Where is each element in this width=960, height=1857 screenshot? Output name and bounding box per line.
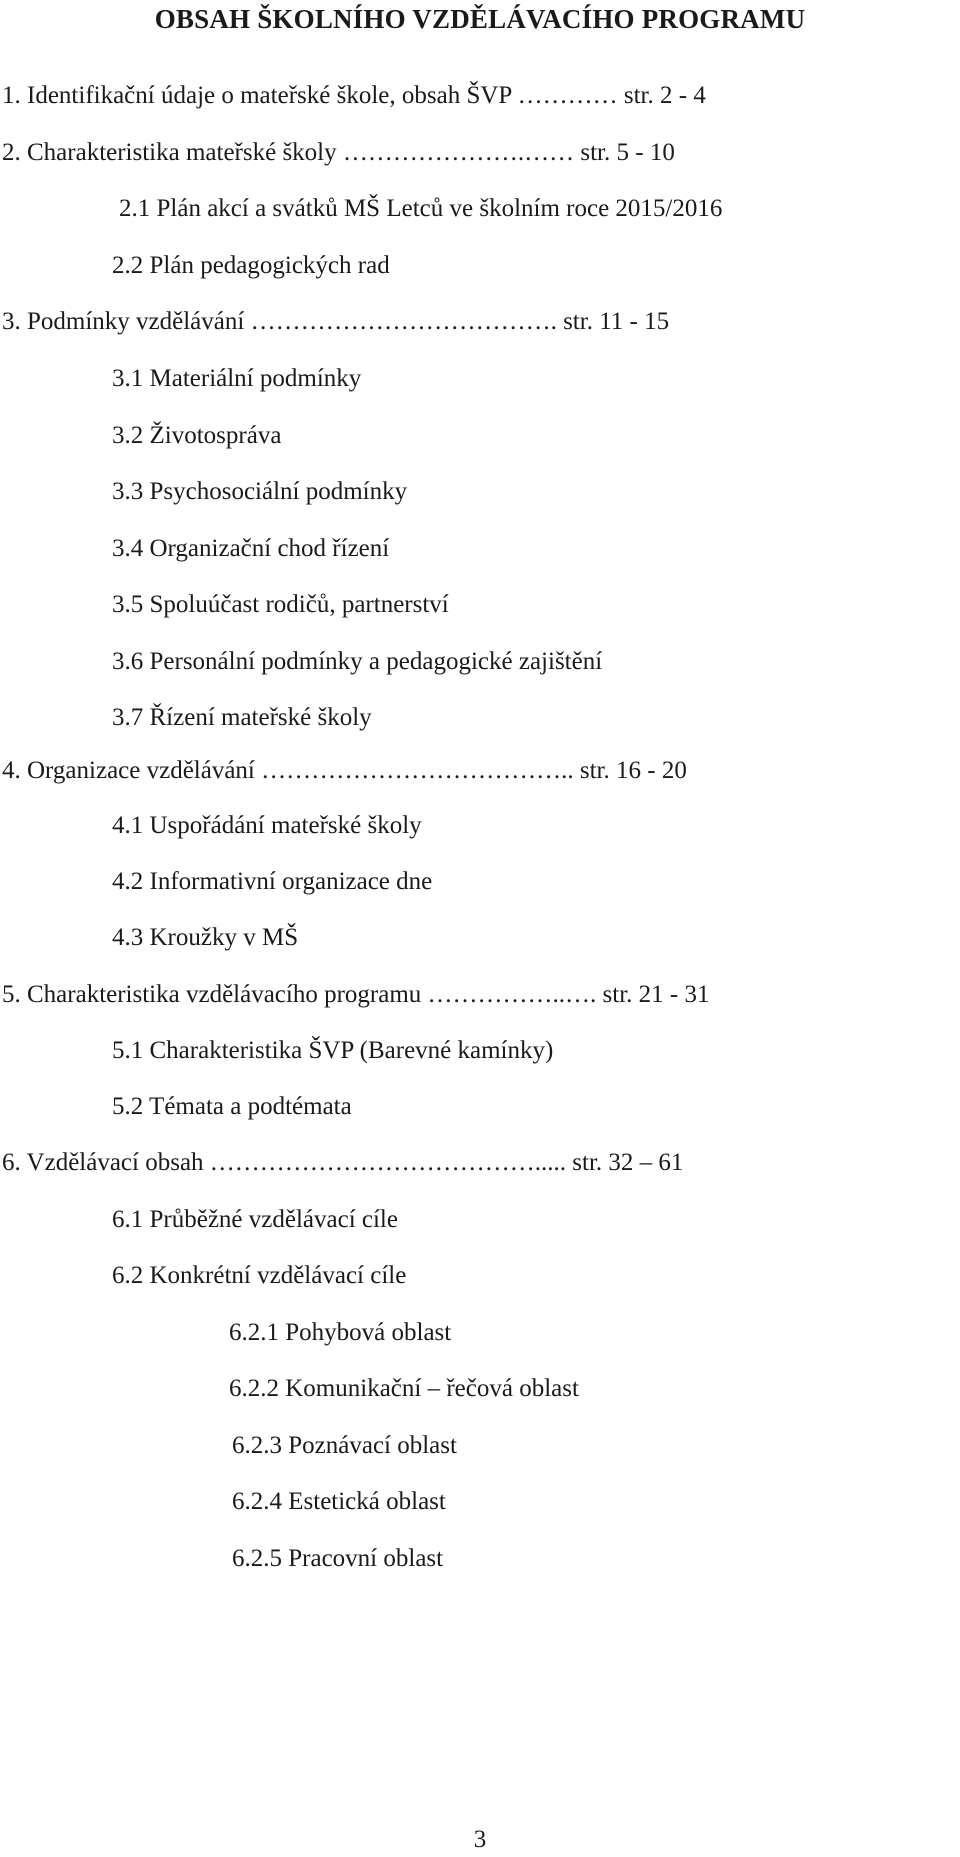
toc-entry-3-3: 3.3 Psychosociální podmínky — [112, 478, 408, 505]
toc-entry-6-2-3: 6.2.3 Poznávací oblast — [232, 1432, 457, 1459]
toc-entry-3: 3. Podmínky vzdělávání ………………………………. str. 11 - 15 — [2, 308, 670, 335]
toc-entry-6-1: 6.1 Průběžné vzdělávací cíle — [112, 1206, 398, 1233]
toc-entry-3-5: 3.5 Spoluúčast rodičů, partnerství — [112, 591, 449, 618]
toc-entry-6-2: 6.2 Konkrétní vzdělávací cíle — [112, 1262, 407, 1289]
toc-entry-2-1: 2.1 Plán akcí a svátků MŠ Letců ve školním roce 2015/2016 — [119, 195, 723, 222]
toc-entry-6-2-1: 6.2.1 Pohybová oblast — [229, 1319, 452, 1346]
toc-entry-6-2-2: 6.2.2 Komunikační – řečová oblast — [229, 1375, 579, 1402]
toc-entry-6-2-5: 6.2.5 Pracovní oblast — [232, 1545, 444, 1572]
toc-entry-4-3: 4.3 Kroužky v MŠ — [112, 924, 299, 951]
toc-entry-4-2: 4.2 Informativní organizace dne — [112, 868, 433, 895]
toc-entry-5-1: 5.1 Charakteristika ŠVP (Barevné kamínky) — [112, 1037, 554, 1064]
toc-entry-3-1: 3.1 Materiální podmínky — [112, 365, 362, 392]
toc-entry-3-4: 3.4 Organizační chod řízení — [112, 535, 390, 562]
toc-entry-4-1: 4.1 Uspořádání mateřské školy — [112, 812, 422, 839]
toc-entry-2-2: 2.2 Plán pedagogických rad — [112, 252, 390, 279]
toc-entry-5-2: 5.2 Témata a podtémata — [112, 1093, 352, 1120]
toc-entry-5: 5. Charakteristika vzdělávacího programu ……………..…. str. 21 - 31 — [2, 981, 710, 1008]
toc-entry-3-2: 3.2 Životospráva — [112, 422, 282, 449]
toc-entry-4: 4. Organizace vzdělávání ……………………………….. str. 16 - 20 — [2, 757, 687, 784]
toc-entry-6: 6. Vzdělávací obsah …………………………………..... str. 32 – 61 — [2, 1149, 684, 1176]
page-number: 3 — [473, 1826, 487, 1853]
toc-entry-3-6: 3.6 Personální podmínky a pedagogické zajištění — [112, 648, 603, 675]
toc-entry-1: 1. Identifikační údaje o mateřské škole, obsah ŠVP ………… str. 2 - 4 — [2, 82, 706, 109]
toc-entry-2: 2. Charakteristika mateřské školy ………………….…… str. 5 - 10 — [2, 139, 675, 166]
toc-entry-3-7: 3.7 Řízení mateřské školy — [112, 704, 372, 731]
toc-entry-6-2-4: 6.2.4 Estetická oblast — [232, 1488, 446, 1515]
document-title: OBSAH ŠKOLNÍHO VZDĚLÁVACÍHO PROGRAMU — [154, 4, 806, 34]
